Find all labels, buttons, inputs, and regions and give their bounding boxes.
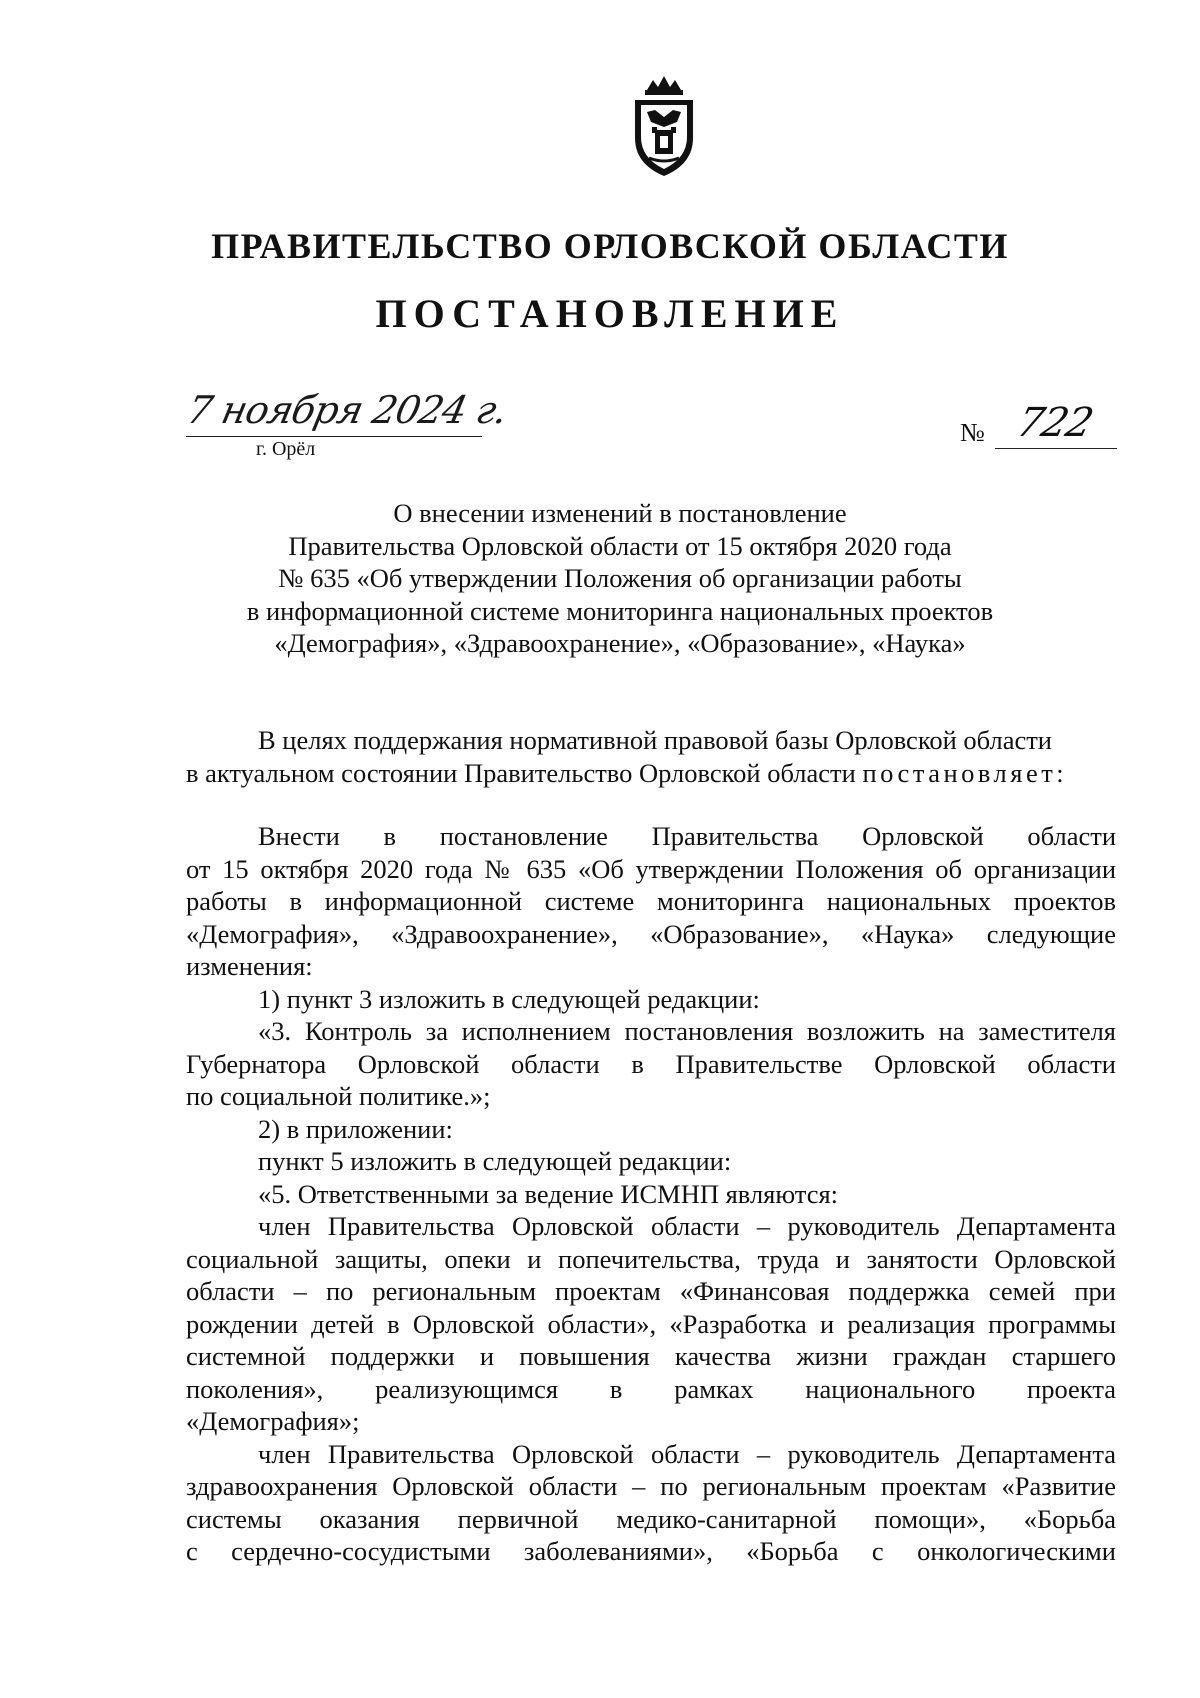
body-line: системной поддержки и повышения качества жизни граждан старшего [186,1341,1116,1371]
document-type-heading: ПОСТАНОВЛЕНИЕ [375,291,845,336]
coat-of-arms-icon [625,72,703,180]
preamble-line [186,757,1116,790]
body-line: 1) пункт 3 изложить в следующей редакции: [258,983,760,1014]
date-underline [186,436,482,437]
preamble-text: в актуальном состоянии Правительство Орловской области [186,757,863,788]
number-sign: № [960,418,985,447]
resolves-word: постановляет: [862,757,1068,788]
document-subject [180,497,1060,660]
body-line: изменения: [186,951,313,981]
body-line: член Правительства Орловской области – руководитель Департамента [258,1438,1116,1469]
body-line: Внести в постановление Правительства Орловской области [258,821,1116,851]
body-line: член Правительства Орловской области – руководитель Департамента [258,1211,1116,1241]
resolution-body [186,820,1116,1568]
body-line: по социальной политике.»; [186,1081,491,1111]
body-line: «5. Ответственными за ведение ИСМНП являются: [258,1178,839,1209]
body-line: рождении детей в Орловской области», «Разработка и реализация программы [186,1308,1116,1339]
body-line: «Демография», «Здравоохранение», «Образование», «Наука» следующие [186,918,1116,949]
preamble [186,724,1116,789]
body-line: «Демография»; [186,1406,360,1436]
handwritten-date: 7 ноября 2024 г. [183,388,511,432]
preamble-line: В целях поддержания нормативной правовой базы Орловской области [258,725,1052,755]
body-line: социальной защиты, опеки и попечительства, труда и занятости Орловской [186,1243,1116,1274]
subject-line: О внесении изменений в постановление [393,498,847,528]
subject-line: в информационной системе мониторинга национальных проектов [246,595,994,626]
city-label: г. Орёл [256,438,316,460]
body-line: пункт 5 изложить в следующей редакции: [258,1146,732,1176]
subject-line: № 635 «Об утверждении Положения об организации работы [278,563,962,593]
body-line: от 15 октября 2020 года № 635 «Об утверждении Положения об организации [186,853,1116,884]
body-line: системы оказания первичной медико-санитарной помощи», «Борьба [186,1503,1116,1534]
body-line: Губернатора Орловской области в Правительстве Орловской области [186,1048,1116,1079]
body-line: работы в информационной системе мониторинга национальных проектов [186,886,1116,916]
body-line: 2) в приложении: [258,1113,453,1144]
number-underline [995,448,1117,449]
body-line: «3. Контроль за исполнением постановления возложить на заместителя [258,1016,1116,1046]
subject-line: Правительства Орловской области от 15 октября 2020 года [288,530,952,561]
subject-line: «Демография», «Здравоохранение», «Образование», «Наука» [274,628,966,658]
body-line: с сердечно-сосудистыми заболеваниями», «Борьба с онкологическими [186,1536,1116,1566]
body-line: поколения», реализующимся в рамках национального проекта [186,1373,1116,1404]
handwritten-number: 722 [1012,400,1098,446]
government-title: ПРАВИТЕЛЬСТВО ОРЛОВСКОЙ ОБЛАСТИ [211,226,1009,266]
body-line: здравоохранения Орловской области – по региональным проектам «Развитие [186,1471,1116,1501]
body-line: области – по региональным проектам «Финансовая поддержка семей при [186,1276,1116,1306]
